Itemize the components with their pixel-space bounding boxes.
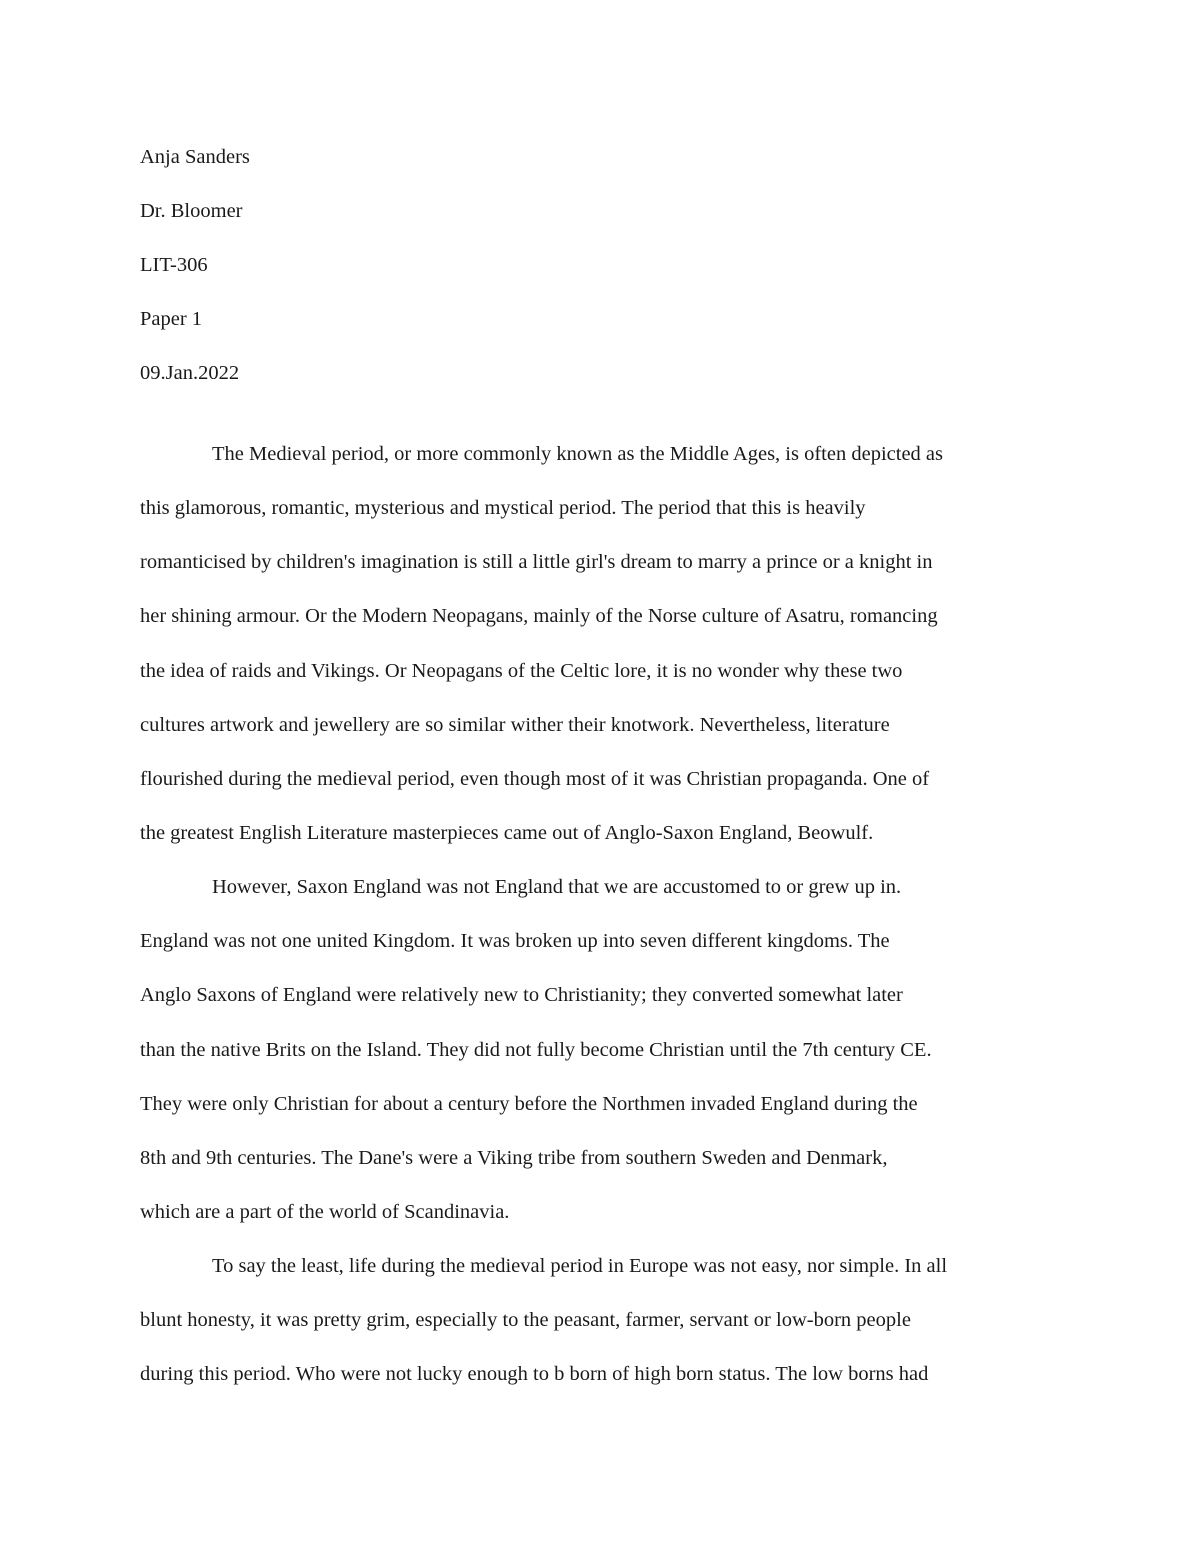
paragraph-2-line: They were only Christian for about a century before the Northmen invaded England during the: [140, 1092, 918, 1115]
paragraph-2-line: Anglo Saxons of England were relatively new to Christianity; they converted somewhat later: [140, 984, 903, 1007]
paragraph-3-line: To say the least, life during the medieval period in Europe was not easy, nor simple. In all: [212, 1255, 948, 1278]
paragraph-2-line: 8th and 9th centuries. The Dane's were a Viking tribe from southern Sweden and Denmark,: [140, 1146, 888, 1169]
instructor-name: Dr. Bloomer: [140, 200, 243, 222]
paragraph-2-line: than the native Brits on the Island. They did not fully become Christian until the 7th century CE.: [140, 1038, 932, 1061]
paragraph-1-line: the greatest English Literature masterpieces came out of Anglo-Saxon England, Beowulf.: [140, 821, 874, 844]
paragraph-2-line: which are a part of the world of Scandinavia.: [140, 1200, 510, 1223]
author-name: Anja Sanders: [140, 146, 250, 168]
course-code: LIT-306: [140, 254, 208, 276]
paragraph-3-line: blunt honesty, it was pretty grim, especially to the peasant, farmer, servant or low-born people: [140, 1309, 911, 1332]
paragraph-1-line: The Medieval period, or more commonly known as the Middle Ages, is often depicted as: [212, 443, 943, 465]
paragraph-1-line: romanticised by children's imagination is still a little girl's dream to marry a prince or a knight in: [140, 551, 933, 574]
paragraph-1-line: this glamorous, romantic, mysterious and mystical period. The period that this is heavily: [140, 497, 866, 520]
paragraph-1-line: flourished during the medieval period, even though most of it was Christian propaganda. One of: [140, 767, 930, 790]
paragraph-3-line: during this period. Who were not lucky enough to b born of high born status. The low borns had: [140, 1363, 929, 1386]
paragraph-1-line: cultures artwork and jewellery are so similar wither their knotwork. Nevertheless, literature: [140, 713, 890, 736]
paragraph-1-line: her shining armour. Or the Modern Neopagans, mainly of the Norse culture of Asatru, romancing: [140, 605, 938, 628]
mla-header: [140, 140, 1060, 410]
paragraph-2-line: England was not one united Kingdom. It was broken up into seven different kingdoms. The: [140, 930, 890, 953]
submission-date: 09.Jan.2022: [140, 362, 240, 384]
paragraph-1-line: the idea of raids and Vikings. Or Neopagans of the Celtic lore, it is no wonder why these two: [140, 659, 903, 682]
essay-body: [140, 437, 1060, 1412]
paragraph-2-line: However, Saxon England was not England that we are accustomed to or grew up in.: [212, 876, 902, 899]
assignment-title: Paper 1: [140, 308, 203, 330]
